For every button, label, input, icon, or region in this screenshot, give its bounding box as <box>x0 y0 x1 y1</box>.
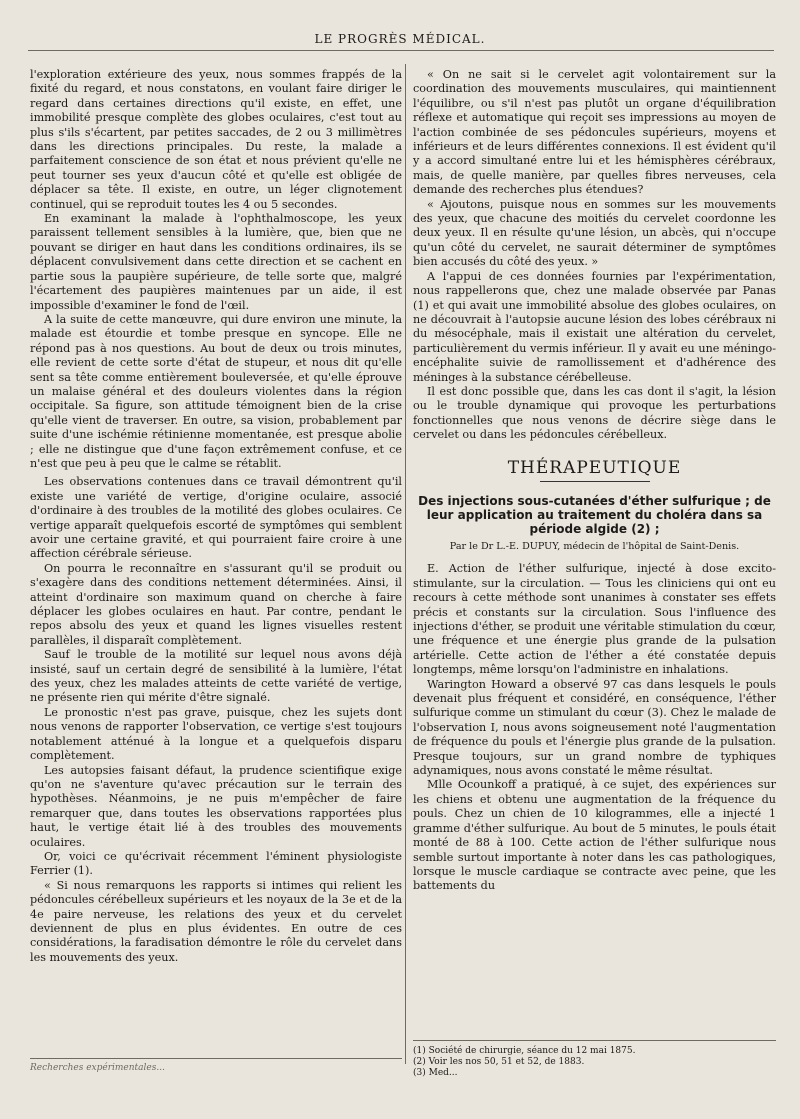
paragraph: On pourra le reconnaître en s'assurant qu'il se produit ou s'exagère dans des conditions nettement déterminées. Ainsi, il atteint d'ordinaire son maximum quand on cherche à faire déplacer les globes oculaires en haut. Par contre, pendant le repos absolu des yeux et quand les lignes visuelles restent parallèles, il disparaît complètement. <box>30 561 402 647</box>
paragraph: « Ajoutons, puisque nous en sommes sur les mouvements des yeux, que chacune des moitiés du cervelet coordonne les deux yeux. Il en résulte qu'une lésion, un abcès, qui n'occupe qu'un côté du cervelet, ne saurait déterminer de symptômes bien accusés du côté des yeux. » <box>413 197 776 269</box>
running-head: LE PROGRÈS MÉDICAL. <box>314 32 486 46</box>
paragraph: Or, voici ce qu'écrivait récemment l'éminent physiologiste Ferrier (1). <box>30 849 402 878</box>
footnote: (3) Med... <box>413 1068 458 1078</box>
paragraph: « Si nous remarquons les rapports si intimes qui relient les pédoncules cérébelleux supérieurs et les noyaux de la 3e et de la 4e paire nerveuse, les relations des yeux et du cervelet deviennent de plus en plus évidentes. En outre de ces considérations, la faradisation démontre le rôle du cervelet dans les mouvements des yeux. <box>30 878 402 964</box>
paragraph: l'exploration extérieure des yeux, nous sommes frappés de la fixité du regard, et nous constatons, en voulant faire diriger le regard dans certaines directions qu'il existe, en effet, une immobilité presque complète des globes oculaires, c'est tout au plus s'ils s'écartent, par petites saccades, de 2 ou 3 millimètres dans les directions principales. Du reste, la malade a parfaitement conscience de son état et nous prévient qu'elle ne peut tourner ses yeux d'aucun côté et qu'elle est obligée de déplacer sa tête. Il existe, en outre, un léger clignotement continuel, qui se reproduit toutes les 4 ou 5 secondes. <box>30 68 402 211</box>
footnotes <box>413 1040 776 1079</box>
paragraph: « On ne sait si le cervelet agit volontairement sur la coordination des mouvements musculaires, qui maintiennent l'équilibre, ou s'il n'est pas plutôt un organe d'équilibration réflexe et automatique qui reçoit ses impressions au moyen de l'action combinée de ses pédoncules supérieurs, moyens et inférieurs et de leurs différentes connexions. Il est évident qu'il y a accord simultané entre lui et les hémisphères cérébraux, mais, de quelle manière, par quelles fibres nerveuses, cela demande des recherches plus étendues? <box>413 68 776 197</box>
left-footnote: Recherches expérimentales... <box>30 1058 402 1073</box>
column-divider <box>405 64 406 1064</box>
footnote: (2) Voir les nos 50, 51 et 52, de 1883. <box>413 1057 585 1067</box>
paragraph: A l'appui de ces données fournies par l'expérimentation, nous rappellerons que, chez une malade observée par Panas (1) et qui avait une immobilité absolue des globes oculaires, on ne découvrait à l'autopsie aucune lésion des lobes cérébraux ni du mésocéphale, mais il existait une altération du cervelet, particulièrement du vermis inférieur. Il y avait eu une méningo-encéphalite suivie de ramollissement et d'adhérence des méninges à la substance cérébelleuse. <box>413 269 776 384</box>
section-title: THÉRAPEUTIQUE <box>507 457 682 478</box>
article-title: Des injections sous-cutanées d'éther sulfurique ; de leur application au traitement du choléra dans sa période algide (2) ; <box>418 493 771 536</box>
paragraph: En examinant la malade à l'ophthalmoscope, les yeux paraissent tellement sensibles à la lumière, que, bien que ne pouvant se diriger en haut dans les conditions ordinaires, ils se déplacent convulsivement dans cette direction et se cachent en partie sous la paupière supérieure, de telle sorte que, malgré l'écartement des paupières maintenues par un aide, il est impossible d'examiner le fond de l'œil. <box>30 212 402 312</box>
header-rule <box>28 50 774 51</box>
byline: Par le Dr L.-E. DUPUY, médecin de l'hôpital de Saint-Denis. <box>449 540 740 552</box>
paragraph: E. Action de l'éther sulfurique, injecté à dose excito-stimulante, sur la circulation. — Tous les cliniciens qui ont eu recours à cette méthode sont unanimes à constater ses effets précis et constants sur la circulation. Sous l'influence des injections d'éther, se produit une véritable stimulation du cœur, une fréquence et une énergie plus grande de la pulsation artérielle. Cette action de l'éther a été constatée depuis longtemps, même lorsqu'on l'administre en inhalations. <box>413 562 776 677</box>
paragraph: Le pronostic n'est pas grave, puisque, chez les sujets dont nous venons de rapporter l'observation, ce vertige s'est toujours notablement atténué à la longue et a quelquefois disparu complètement. <box>30 705 402 763</box>
paragraph: Les autopsies faisant défaut, la prudence scientifique exige qu'on ne s'aventure qu'avec précaution sur le terrain des hypothèses. Néanmoins, je ne puis m'empêcher de faire remarquer que, dans toutes les observations rapportées plus haut, le vertige était lié à des troubles des mouvements oculaires. <box>30 763 402 849</box>
paragraph: Sauf le trouble de la motilité sur lequel nous avons déjà insisté, sauf un certain degré de sensibilité à la lumière, l'état des yeux, chez les malades atteints de cette variété de vertige, ne présente rien qui mérite d'être signalé. <box>30 648 402 705</box>
left-column <box>30 68 402 1054</box>
paragraph: Mlle Ocounkoff a pratiqué, à ce sujet, des expériences sur les chiens et obtenu une augmentation de la fréquence du pouls. Chez un chien de 10 kilogrammes, elle a injecté 1 gramme d'éther sulfurique. Au bout de 5 minutes, le pouls était monté de 88 à 100. Cette action de l'éther sulfurique nous semble surtout importante à noter dans les cas pathologiques, lorsque le muscle cardiaque se contracte avec peine, que les battements du <box>413 778 776 893</box>
paragraph: Il est donc possible que, dans les cas dont il s'agit, la lésion ou le trouble dynamique qui provoque les perturbations fonctionnelles que nous venons de décrire siège dans le cervelet ou dans les pédoncules cérébelleux. <box>413 384 776 442</box>
footnote: (1) Société de chirurgie, séance du 12 mai 1875. <box>413 1046 636 1056</box>
section-title-rule <box>540 481 650 482</box>
paragraph: Warington Howard a observé 97 cas dans lesquels le pouls devenait plus fréquent et considéré, en conséquence, l'éther sulfurique comme un stimulant du cœur (3). Chez le malade de l'observation I, nous avons soigneusement noté l'augmentation de fréquence du pouls et l'énergie plus grande de la pulsation. Presque toujours, sur un grand nombre de typhiques adynamiques, nous avons constaté le même résultat. <box>413 677 776 778</box>
right-column <box>413 68 776 1038</box>
paragraph: A la suite de cette manœuvre, qui dure environ une minute, la malade est étourdie et tombe presque en syncope. Elle ne répond pas à nos questions. Au bout de deux ou trois minutes, elle revient de cette sorte d'état de stupeur, et nous dit qu'elle sent sa tête comme entièrement bouleversée, et qu'elle éprouve un malaise général et des douleurs violentes dans la région occipitale. Sa figure, son attitude témoignent bien de la crise qu'elle vient de traverser. En outre, sa vision, probablement par suite d'une ischémie rétinienne momentanée, est presque abolie ; elle ne distingue que d'une façon extrêmement confuse, et ce n'est que peu à peu que le calme se rétablit. <box>30 312 402 470</box>
paragraph: Les observations contenues dans ce travail démontrent qu'il existe une variété de vertige, d'origine oculaire, associé d'ordinaire à des troubles de la motilité des globes oculaires. Ce vertige apparaît quelquefois escorté de symptômes qui semblent avoir une certaine gravité, et qui pourraient faire croire à une affection cérébrale sérieuse. <box>30 475 402 561</box>
